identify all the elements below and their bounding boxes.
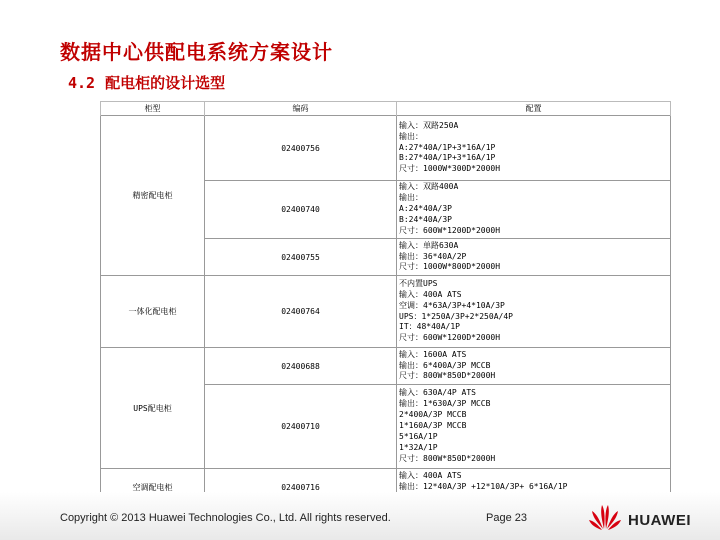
page-title: 数据中心供配电系统方案设计 xyxy=(60,40,333,64)
table-row xyxy=(101,276,671,348)
config-cell xyxy=(397,348,671,385)
config-cell xyxy=(397,239,671,276)
config-line: 尺寸：600W*1200D*2000H xyxy=(399,225,501,235)
code-cell: 02400755 xyxy=(205,239,397,276)
header-config: 配置 xyxy=(397,102,671,116)
config-line: 输入：双路250A xyxy=(399,120,459,130)
config-line: 尺寸：800W*850D*2000H xyxy=(399,371,496,381)
config-line: 输入：单路630A xyxy=(399,240,459,250)
config-line: 空调：4*63A/3P+4*10A/3P xyxy=(399,300,505,310)
header-type: 柜型 xyxy=(101,102,205,116)
config-line: 输入：双路400A xyxy=(399,182,459,192)
cabinet-type-cell: UPS配电柜 xyxy=(101,348,205,469)
config-line: 输出：12*40A/3P +12*10A/3P+ 6*16A/1P xyxy=(399,481,568,491)
logo-wordmark: HUAWEI xyxy=(628,512,691,529)
code-cell: 02400716 xyxy=(205,469,397,506)
table-row xyxy=(101,116,671,181)
config-line: 输出：6*400A/3P MCCB xyxy=(399,360,491,370)
config-cell xyxy=(397,276,671,348)
huawei-logo xyxy=(588,500,708,536)
config-cell xyxy=(397,181,671,239)
config-line: 尺寸：600W*1200D*2000H xyxy=(399,333,501,343)
section-number: 4.2 xyxy=(68,74,96,92)
code-cell: 02400710 xyxy=(205,385,397,469)
config-line: 尺寸：1000W*800D*2000H xyxy=(399,262,501,272)
code-cell: 02400740 xyxy=(205,181,397,239)
config-line: 输入：1600A ATS xyxy=(399,349,467,359)
table-header-row xyxy=(101,102,671,116)
code-cell: 02400764 xyxy=(205,276,397,348)
huawei-petal-logo-icon xyxy=(588,502,622,532)
config-line: 输入：630A/4P ATS xyxy=(399,388,476,398)
config-line: 1*32A/1P xyxy=(399,442,438,452)
section-heading xyxy=(68,72,225,93)
copyright-text: Copyright © 2013 Huawei Technologies Co., Ltd. All rights reserved. xyxy=(60,512,391,524)
header-code: 编码 xyxy=(205,102,397,116)
cabinet-type-cell: 精密配电柜 xyxy=(101,116,205,276)
config-line: B:27*40A/1P+3*16A/1P xyxy=(399,153,496,163)
config-line: UPS：1*250A/3P+2*250A/4P xyxy=(399,311,513,321)
config-line: 输出：1*630A/3P MCCB xyxy=(399,399,491,409)
config-line: 尺寸：800W*850D*2000H xyxy=(399,453,496,463)
config-line: 2*400A/3P MCCB xyxy=(399,410,467,420)
config-line: 输出：36*40A/2P xyxy=(399,251,467,261)
config-cell xyxy=(397,385,671,469)
config-cell xyxy=(397,116,671,181)
config-line: 尺寸：1000W*300D*2000H xyxy=(399,164,501,174)
code-cell: 02400688 xyxy=(205,348,397,385)
config-line: IT：48*40A/1P xyxy=(399,322,460,332)
config-line: B:24*40A/3P xyxy=(399,214,452,224)
config-line: 输入：400A ATS xyxy=(399,289,462,299)
config-line: 不内置UPS xyxy=(399,278,438,288)
table-row xyxy=(101,348,671,385)
cabinet-type-cell: 一体化配电柜 xyxy=(101,276,205,348)
config-line: 5*16A/1P xyxy=(399,431,438,441)
config-line: A:27*40A/1P+3*16A/1P xyxy=(399,142,496,152)
config-line: A:24*40A/3P xyxy=(399,204,452,214)
cabinet-type-cell: 空调配电柜 xyxy=(101,469,205,506)
page-number: Page 23 xyxy=(486,512,527,524)
config-line: 输出： xyxy=(399,131,423,141)
config-line: 1*160A/3P MCCB xyxy=(399,421,467,431)
config-line: 输入：400A ATS xyxy=(399,470,462,480)
cabinet-spec-table xyxy=(100,101,671,506)
code-cell: 02400756 xyxy=(205,116,397,181)
section-title: 配电柜的设计选型 xyxy=(105,74,226,92)
config-line: 输出： xyxy=(399,193,423,203)
